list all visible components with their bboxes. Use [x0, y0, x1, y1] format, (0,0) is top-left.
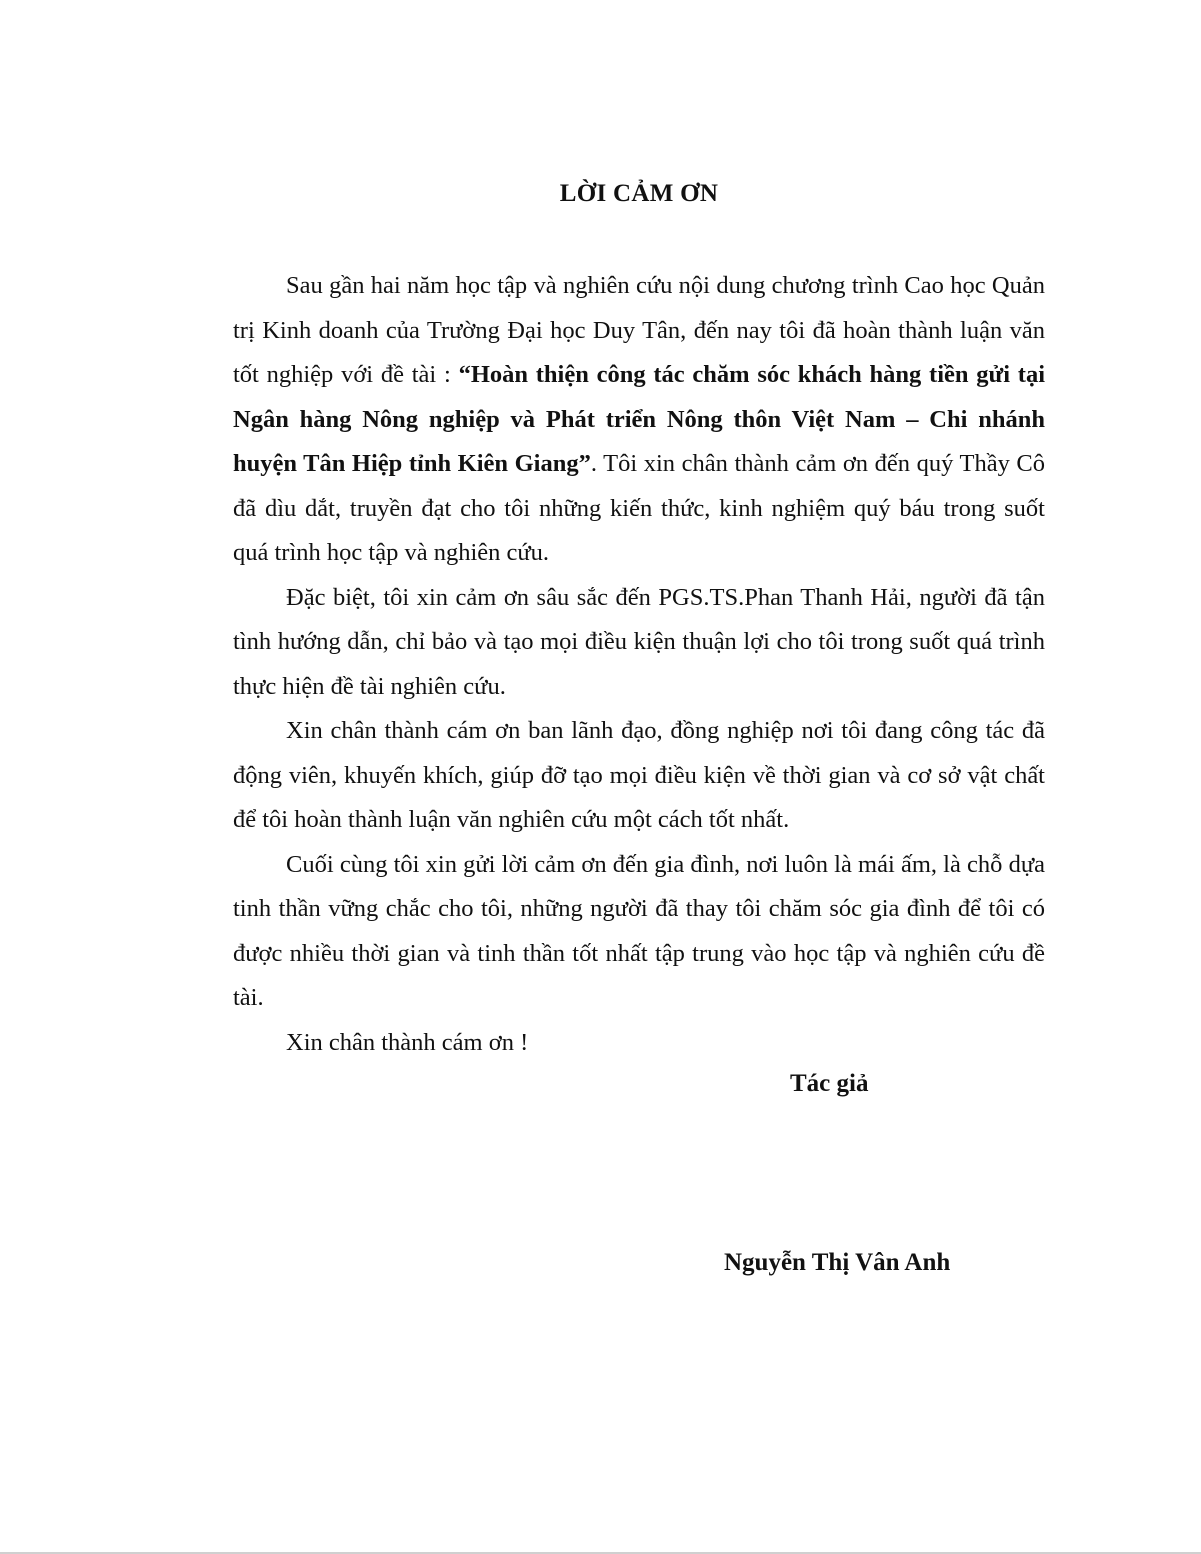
paragraph-intro-tail: . Tôi xin chân thành cảm ơn đến quý Thầy Cô đã dìu dắt, truyền đạt cho tôi những kiến thức, kinh nghiệm quý báu trong suốt quá trình học tập và nghiên cứu. [233, 450, 1045, 566]
author-label: Tác giả [790, 1070, 869, 1097]
paragraph-family: Cuối cùng tôi xin gửi lời cảm ơn đến gia đình, nơi luôn là mái ấm, là chỗ dựa tinh thần vững chắc cho tôi, những người đã thay tôi chăm sóc gia đình để tôi có được nhiều thời gian và tinh thần tốt nhất tập trung vào học tập và nghiên cứu đề tài. [233, 850, 1045, 1011]
paragraph-closing: Xin chân thành cám ơn ! [286, 1028, 529, 1056]
thesis-topic: “Hoàn thiện công tác chăm sóc khách hàng tiền gửi tại Ngân hàng Nông nghiệp và Phát triển Nông thôn Việt Nam – Chi nhánh huyện Tân Hiệp tỉnh Kiên Giang” [233, 361, 1045, 477]
paragraph-intro-lead: Sau gần hai năm học tập và nghiên cứu nội dung chương trình Cao học Quản trị Kinh doanh của Trường Đại học Duy Tân, đến nay tôi đã hoàn thành luận văn tốt nghiệp với đề tài : [233, 272, 1045, 388]
author-name: Nguyễn Thị Vân Anh [724, 1249, 951, 1276]
paragraph-advisor: Đặc biệt, tôi xin cảm ơn sâu sắc đến PGS.TS.Phan Thanh Hải, người đã tận tình hướng dẫn, chỉ bảo và tạo mọi điều kiện thuận lợi cho tôi trong suốt quá trình thực hiện đề tài nghiên cứu. [233, 583, 1045, 700]
document-body [233, 264, 1045, 1065]
paragraph-intro [233, 264, 1045, 576]
page-title: LỜI CẢM ƠN [559, 180, 719, 207]
paragraph-colleagues: Xin chân thành cám ơn ban lãnh đạo, đồng nghiệp nơi tôi đang công tác đã động viên, khuyến khích, giúp đỡ tạo mọi điều kiện về thời gian và cơ sở vật chất để tôi hoàn thành luận văn nghiên cứu một cách tốt nhất. [233, 717, 1045, 833]
